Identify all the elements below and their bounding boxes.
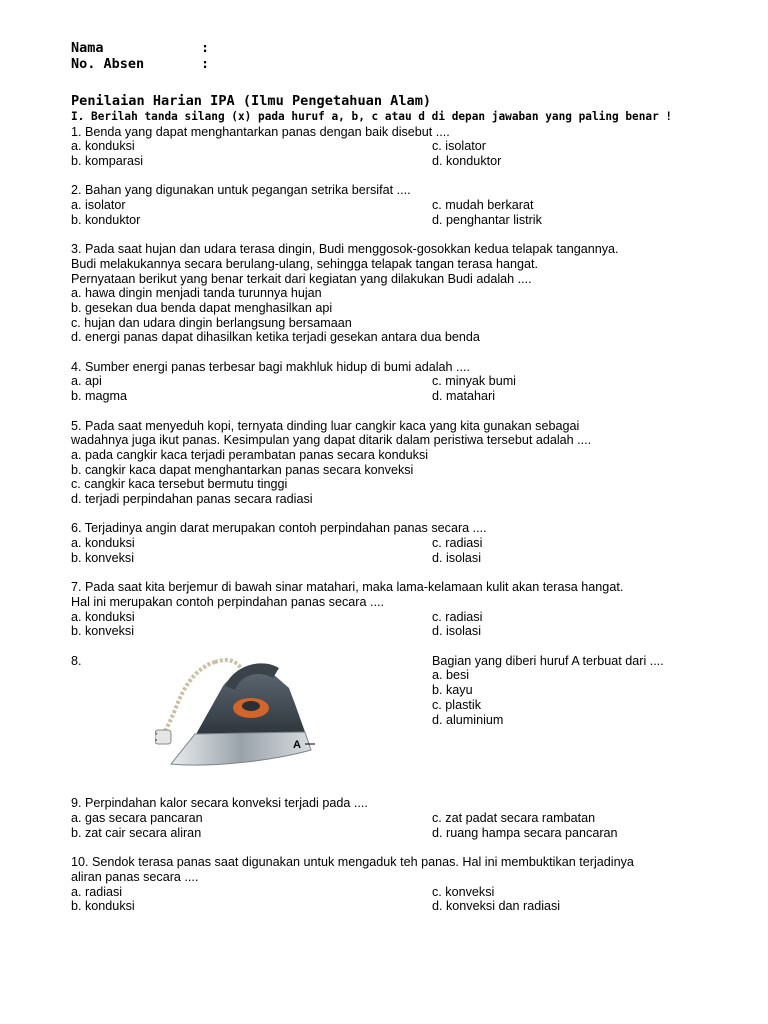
student-header [71, 40, 711, 72]
option-d: d. isolasi [432, 550, 481, 565]
question-8 [71, 654, 711, 782]
option-a: a. api [71, 374, 102, 389]
option-c: c. plastik [432, 697, 481, 712]
option-d: d. konduktor [432, 153, 502, 168]
question-text: Pernyataan berikut yang benar terkait dari kegiatan yang dilakukan Budi adalah .... [71, 271, 532, 286]
question-number: 8. [71, 653, 82, 668]
option-a: a. besi [432, 668, 470, 683]
option-b: b. gesekan dua benda dapat menghasilkan api [71, 300, 333, 315]
question-text: wadahnya juga ikut panas. Kesimpulan yang dapat ditarik dalam peristiwa tersebut adalah .... [71, 433, 592, 448]
question-10 [71, 855, 711, 914]
name-label: Nama [71, 40, 104, 56]
question-text: 5. Pada saat menyeduh kopi, ternyata dinding luar cangkir kaca yang kita gunakan sebagai [71, 418, 580, 433]
name-colon: : [201, 40, 210, 56]
question-text: 3. Pada saat hujan dan udara terasa dingin, Budi menggosok-gosokkan kedua telapak tangannya. [71, 242, 619, 257]
question-1 [71, 125, 711, 169]
question-text: aliran panas secara .... [71, 869, 199, 884]
option-a: a. konduksi [71, 536, 135, 551]
option-c: c. cangkir kaca tersebut bermutu tinggi [71, 477, 288, 492]
option-b: b. cangkir kaca dapat menghantarkan panas secara konveksi [71, 462, 414, 477]
option-d: d. penghantar listrik [432, 212, 542, 227]
question-3 [71, 242, 711, 345]
instruction: I. Berilah tanda silang (x) pada huruf a, b, c atau d di depan jawaban yang paling benar ! [71, 110, 673, 123]
option-b: b. komparasi [71, 153, 144, 168]
option-b: b. magma [71, 389, 127, 404]
option-c: c. radiasi [432, 609, 483, 624]
option-c: c. konveksi [432, 884, 495, 899]
option-b: b. konduktor [71, 212, 141, 227]
absen-row [71, 56, 711, 72]
question-5 [71, 419, 711, 507]
question-text: 1. Benda yang dapat menghantarkan panas dengan baik disebut .... [71, 124, 450, 139]
question-text: 4. Sumber energi panas terbesar bagi makhluk hidup di bumi adalah .... [71, 359, 471, 374]
name-row [71, 40, 711, 56]
option-d: d. matahari [432, 389, 495, 404]
option-b: b. zat cair secara aliran [71, 825, 202, 840]
question-text: 10. Sendok terasa panas saat digunakan untuk mengaduk teh panas. Hal ini membuktikan terjadinya [71, 855, 634, 870]
question-9 [71, 796, 711, 840]
iron-image [155, 648, 315, 774]
option-d: d. konveksi dan radiasi [432, 899, 561, 914]
question-4 [71, 360, 711, 404]
question-text: Hal ini merupakan contoh perpindahan panas secara .... [71, 594, 384, 609]
option-a: a. konduksi [71, 139, 135, 154]
question-text: 7. Pada saat kita berjemur di bawah sinar matahari, maka lama-kelamaan kulit akan terasa hangat. [71, 580, 624, 595]
option-c: c. minyak bumi [432, 374, 516, 389]
option-c: c. hujan dan udara dingin berlangsung bersamaan [71, 315, 352, 330]
question-6 [71, 521, 711, 565]
absen-colon: : [201, 56, 210, 72]
question-8-figure-area [71, 654, 432, 782]
option-a: a. gas secara pancaran [71, 811, 203, 826]
option-c: c. radiasi [432, 536, 483, 551]
option-a: a. konduksi [71, 609, 135, 624]
question-8-text-area [432, 654, 664, 782]
option-a: a. isolator [71, 198, 126, 212]
option-c: c. isolator [432, 139, 486, 154]
worksheet-page [71, 40, 711, 929]
option-a: a. hawa dingin menjadi tanda turunnya hujan [71, 286, 322, 301]
option-a: a. radiasi [71, 884, 123, 899]
option-d: d. aluminium [432, 712, 504, 727]
question-text: 9. Perpindahan kalor secara konveksi terjadi pada .... [71, 796, 368, 811]
option-d: d. ruang hampa secara pancaran [432, 825, 618, 840]
option-d: d. terjadi perpindahan panas secara radiasi [71, 492, 313, 507]
option-d: d. energi panas dapat dihasilkan ketika terjadi gesekan antara dua benda [71, 330, 480, 345]
absen-label: No. Absen [71, 56, 145, 72]
question-7 [71, 580, 711, 639]
question-text: Budi melakukannya secara berulang-ulang, sehingga telapak tangan terasa hangat. [71, 256, 538, 271]
question-text: Bagian yang diberi huruf A terbuat dari .... [432, 653, 664, 668]
option-a: a. pada cangkir kaca terjadi perambatan panas secara konduksi [71, 447, 429, 462]
option-b: b. konveksi [71, 624, 134, 639]
page-title: Penilaian Harian IPA (Ilmu Pengetahuan Alam) [71, 93, 432, 109]
question-2 [71, 183, 711, 227]
option-d: d. isolasi [432, 624, 481, 639]
option-b: b. konduksi [71, 899, 135, 914]
option-c: c. zat padat secara rambatan [432, 811, 596, 826]
image-label-a: A [293, 738, 301, 751]
option-b: b. kayu [432, 683, 473, 698]
question-text: 6. Terjadinya angin darat merupakan contoh perpindahan panas secara .... [71, 521, 487, 536]
option-c: c. mudah berkarat [432, 198, 534, 212]
option-b: b. konveksi [71, 550, 134, 565]
question-text: 2. Bahan yang digunakan untuk pegangan setrika bersifat .... [71, 183, 411, 198]
